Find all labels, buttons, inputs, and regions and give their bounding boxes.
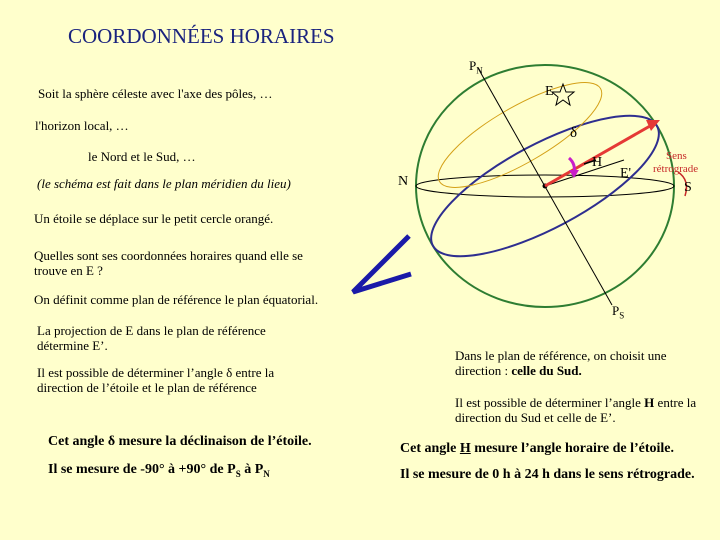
delta-label: δ [570,125,578,141]
declination-range-text: Il se mesure de -90° à +90° de $P_S$ à $P_N$ [48,462,270,479]
star-moves-text: Un étoile se déplace sur le petit cercle orangé. [34,211,274,226]
e-prime-label: E' [620,166,632,181]
intro-sphere-text: Soit la sphère céleste avec l'axe des pôles, … [38,86,273,101]
question-text: Quelles sont ses coordonnées horaires quand elle se trouve en E ? [34,248,303,278]
delta-arc-head [569,170,579,178]
north-pole-label: $P_N$ [469,58,483,76]
hour-angle-text: Cet angle H mesure l’angle horaire de l’étoile. [400,441,674,456]
south-direction-text: Dans le plan de référence, on choisit une direction : celle du Sud. [455,348,667,378]
south-pole-label: $P_S$ [612,303,625,321]
projection-text: La projection de E dans le plan de référence détermine E’. [37,323,266,353]
retrograde-label: rétrograde [653,163,699,175]
hour-angle-range-text: Il se mesure de 0 h à 24 h dans le sens rétrograde. [400,467,695,482]
south-label: S [684,180,692,195]
intro-meridian-note: (le schéma est fait dans le plan méridien du lieu) [37,176,291,191]
angle-bracket-icon [353,236,411,292]
hour-angle-h-label: H [592,155,603,170]
sens-label: Sens [666,150,687,162]
hour-angle-intro: Il est possible de déterminer l’angle H entre la direction du Sud et celle de E’. [455,395,697,425]
star-small-circle [425,64,614,205]
star-icon [552,84,574,105]
intro-north-south-text: le Nord et le Sud, … [88,149,196,164]
reference-plane-text: On définit comme plan de référence le plan équatorial. [34,292,319,307]
declination-angle-intro: Il est possible de déterminer l’angle δ entre la direction de l’étoile et le plan de référence [37,365,275,395]
page-title: COORDONNÉES HORAIRES [68,24,335,48]
declination-text: Cet angle δ mesure la déclinaison de l’étoile. [48,434,312,449]
star-e-label: E [545,84,554,99]
intro-horizon-text: l'horizon local, … [35,118,129,133]
north-label: N [398,174,409,189]
